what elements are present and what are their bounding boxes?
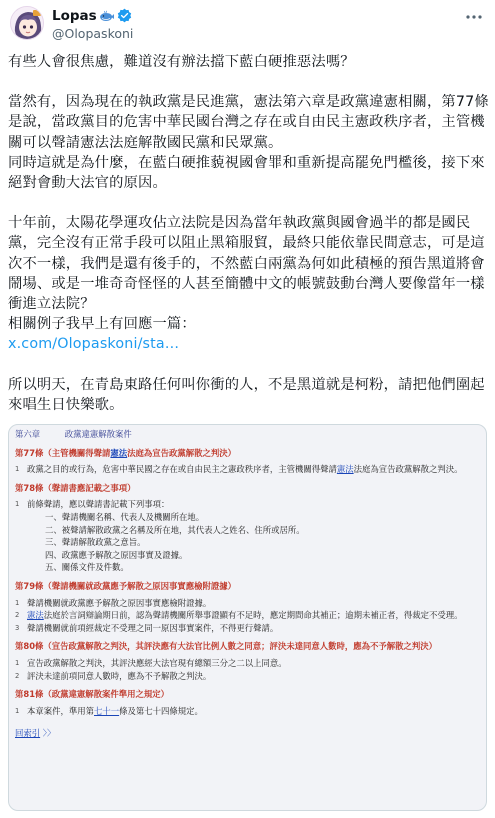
back-to-index-link[interactable]: 回索引 xyxy=(15,728,41,739)
tweet-link[interactable]: x.com/Olopaskoni/sta… xyxy=(8,336,180,353)
paragraph-gap xyxy=(8,193,490,213)
clause-item: 一、聲請機關名稱、代表人及機關所在地。 xyxy=(45,511,205,522)
clause-text: 聲請機關就前項經裁定不受理之同一原因事實案件，不得更行聲請。 xyxy=(27,622,279,633)
article-title-text: 第80條（宣告政黨解散之判決，其評決應有大法官比例人數之同意；評決未達同意人數時，應為不予解散之判決） xyxy=(15,641,438,652)
clause-text: 法庭於言詞辯論期日前，認為聲請機關所舉事證顯有不足時，應定期間命其補正；逾期未補正者，得裁定不受理。 xyxy=(43,610,463,621)
law-document xyxy=(15,428,480,740)
paragraph-gap xyxy=(8,355,490,375)
verified-badge-icon xyxy=(117,8,132,23)
article-title-text: 法庭為宣告政黨解散之判決） xyxy=(127,447,237,458)
article-clause xyxy=(15,705,480,718)
more-options-button[interactable] xyxy=(463,6,485,28)
clause-item: 二、被聲請解散政黨之名稱及所在地，其代表人之姓名、住所或居所。 xyxy=(45,524,305,535)
article-clause xyxy=(15,463,480,476)
article-title xyxy=(15,482,480,495)
chapter-title: 政黨違憲解散案件 xyxy=(64,429,132,439)
article-title xyxy=(15,447,480,460)
display-name-row xyxy=(52,7,132,24)
article-clause xyxy=(15,670,480,683)
attached-image-card[interactable] xyxy=(8,424,487,811)
paragraph-gap xyxy=(8,72,490,92)
clause-item: 五、關係文件及件數。 xyxy=(45,562,129,573)
clause-item-list xyxy=(15,511,480,574)
clause-text: 政黨之目的或行為，危害中華民國之存在或自由民主之憲政秩序者，主管機關得聲請 xyxy=(27,464,337,475)
chapter-number: 第六章 xyxy=(15,429,41,439)
article-title-text: 第79條（聲請機關就政黨應予解散之原因事實應檢附證據） xyxy=(15,580,237,591)
whale-emoji-icon xyxy=(99,10,115,22)
article-title xyxy=(15,688,480,701)
clause-index: 3 xyxy=(15,623,20,632)
avatar-illustration xyxy=(11,7,44,40)
constitution-link[interactable]: 憲法 xyxy=(110,447,128,458)
law-reference-link[interactable]: 七十一 xyxy=(94,705,120,716)
tweet-paragraph: 十年前，太陽花學運攻佔立法院是因為當年執政黨與國會過半的都是國民黨，完全沒有正常手段可以阻止黑箱服貿，最終只能依靠民間意志，可是這次不一樣，我們是還有後手的，不然藍白兩黨為何如此積極的預告黑道將會鬧場、或是一堆奇奇怪怪的人甚至簡體中文的帳號鼓動台灣人要像當年一樣衝進立法院？ 相關例子我早上有回應一篇： xyxy=(8,215,485,333)
clause-index: 2 xyxy=(15,611,20,620)
user-handle[interactable]: @Olopaskoni xyxy=(52,26,134,41)
avatar[interactable] xyxy=(10,6,44,40)
article-clause xyxy=(15,622,480,635)
article-title-text: 第78條（聲請書應記載之事項） xyxy=(15,482,136,493)
index-link-suffix: 〉〉 xyxy=(42,728,56,739)
tweet-header xyxy=(0,0,495,50)
chapter-heading xyxy=(15,428,480,441)
article-clause xyxy=(15,498,480,511)
clause-text: 法庭為宣告政黨解散之判決。 xyxy=(353,464,463,475)
more-dots-icon xyxy=(466,15,482,19)
article-clause xyxy=(15,609,480,622)
clause-text: 前條聲請，應以聲請書記載下列事項： xyxy=(27,499,170,510)
clause-index: 1 xyxy=(15,598,20,607)
clause-text: 聲請機關就政黨應予解散之原因事實應檢附證據。 xyxy=(27,597,212,608)
tweet-paragraph: 所以明天，在青島東路任何叫你衝的人，不是黑道就是柯粉，請把他們圍起來唱生日快樂歌。 xyxy=(8,376,485,413)
clause-item: 三、聲請解散政黨之意旨。 xyxy=(45,537,146,548)
clause-index: 1 xyxy=(15,500,20,509)
article-list xyxy=(15,447,480,718)
index-link-row xyxy=(15,727,480,740)
clause-item: 四、政黨應予解散之原因事實及證據。 xyxy=(45,549,188,560)
display-name[interactable]: Lopas xyxy=(52,7,97,24)
tweet-paragraph: 有些人會很焦慮，難道沒有辦法擋下藍白硬推惡法嗎？ xyxy=(8,54,355,70)
clause-index: 1 xyxy=(15,706,20,715)
clause-text: 本章案件，準用第 xyxy=(27,705,94,716)
law-reference-link[interactable]: 憲法 xyxy=(27,610,44,621)
article-title xyxy=(15,580,480,593)
article-clause xyxy=(15,657,480,670)
clause-text: 條及第七十四條規定。 xyxy=(119,705,203,716)
article-title-text: 第81條（政黨違憲解散案件準用之規定） xyxy=(15,689,170,700)
article-clause xyxy=(15,597,480,610)
tweet-paragraph: 當然有，因為現在的執政黨是民進黨，憲法第六章是政黨違憲相關，第77條是說，當政黨目的危害中華民國台灣之存在或自由民主憲政秩序者，主管機關可以聲請憲法法庭解散國民黨和民眾黨。 同時這就是為什麼，在藍白硬推藐視國會罪和重新提高罷免門檻後，接下來絕對會動大法官的原因。 xyxy=(8,94,489,192)
clause-index: 1 xyxy=(15,658,20,667)
law-reference-link[interactable]: 憲法 xyxy=(336,464,354,475)
clause-index: 1 xyxy=(15,465,20,474)
clause-text: 評決未達前項同意人數時，應為不予解散之判決。 xyxy=(27,670,212,681)
clause-index: 2 xyxy=(15,671,20,680)
article-title-text: 第77條（主管機關得聲請 xyxy=(15,447,111,458)
clause-text: 宣告政黨解散之判決，其評決應經大法官現有總額三分之二以上同意。 xyxy=(27,657,287,668)
article-title xyxy=(15,640,480,653)
tweet-text xyxy=(8,52,490,415)
